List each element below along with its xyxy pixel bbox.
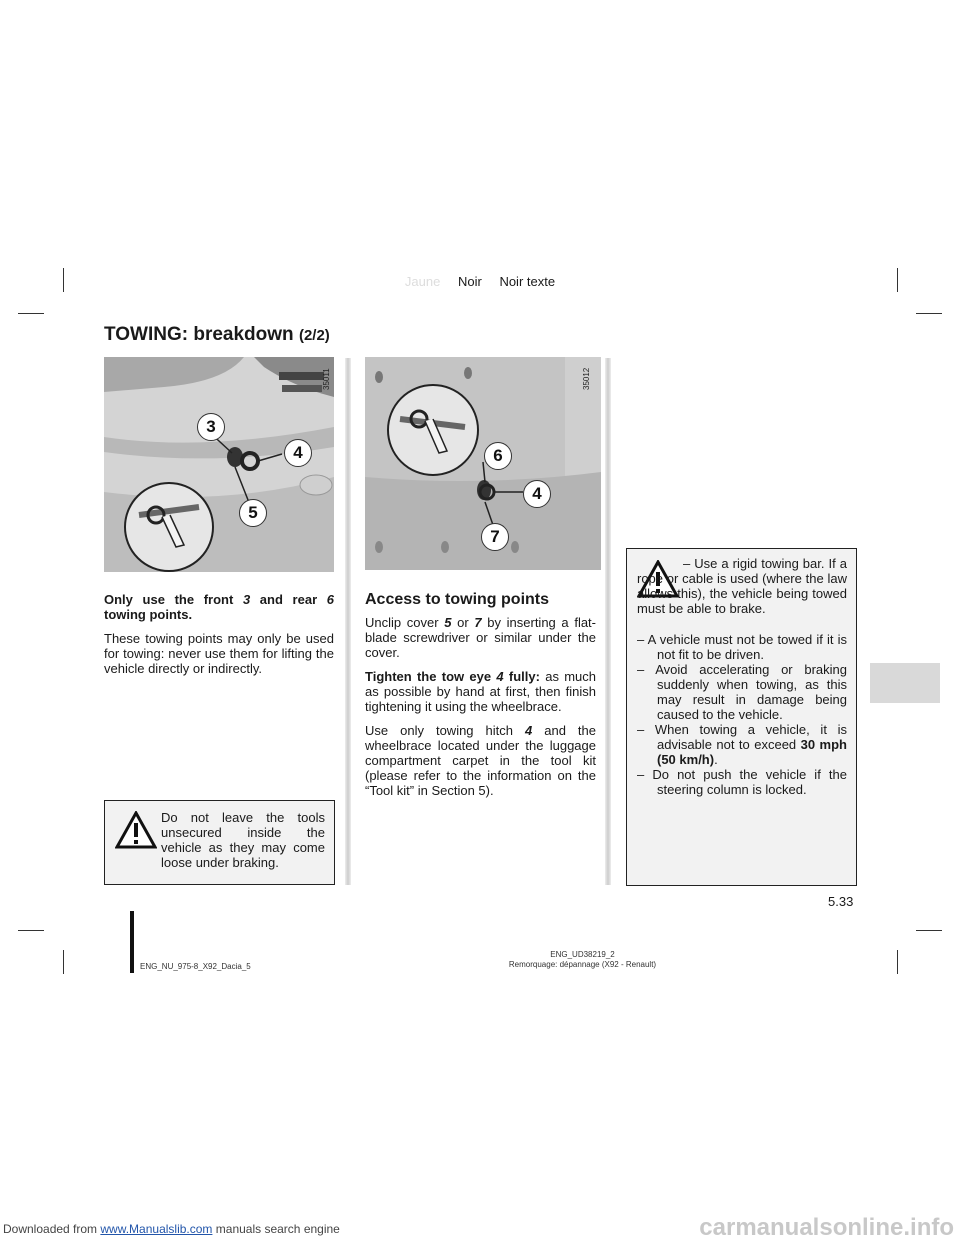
banner-suffix: manuals search engine bbox=[212, 1222, 340, 1236]
ref-4: 4 bbox=[496, 669, 504, 684]
text: . bbox=[714, 752, 718, 767]
text: or bbox=[451, 615, 475, 630]
crop-mark bbox=[916, 930, 942, 931]
footer-right-desc: Remorquage: dépannage (X92 - Renault) bbox=[508, 960, 657, 969]
text-bold: fully: bbox=[503, 669, 540, 684]
color-label-noir-texte: Noir texte bbox=[499, 274, 556, 289]
text: – When towing a vehicle, it is advisable not to exceed bbox=[637, 722, 847, 752]
callout-4: 4 bbox=[284, 439, 312, 467]
warning-item: – A vehicle must not be towed if it is not fit to be driven. bbox=[637, 632, 847, 662]
unclip-paragraph bbox=[365, 615, 596, 660]
speed-limit: 30 mph (50 km/h) bbox=[657, 737, 847, 767]
text: as much as possible by hand at first, then finish tightening it using the wheelbrace. bbox=[365, 669, 597, 714]
warning-list bbox=[637, 632, 847, 797]
manualslib-link[interactable]: www.Manualslib.com bbox=[100, 1222, 213, 1236]
left-column-text bbox=[104, 592, 334, 685]
color-label-noir: Noir bbox=[457, 274, 482, 289]
tools-warning-box bbox=[104, 800, 335, 885]
tighten-paragraph bbox=[365, 669, 596, 714]
column-divider bbox=[605, 358, 611, 885]
ref-7: 7 bbox=[474, 615, 482, 630]
middle-column-text bbox=[365, 592, 596, 807]
title-part: (2/2) bbox=[298, 327, 330, 344]
text-bold: Tighten the tow eye bbox=[365, 669, 497, 684]
hitch-paragraph bbox=[365, 723, 596, 798]
download-banner bbox=[0, 1208, 960, 1242]
column-divider bbox=[345, 358, 351, 885]
title-main: TOWING: breakdown bbox=[104, 324, 294, 345]
intro-text: and rear bbox=[250, 592, 327, 607]
image-code: 35011 bbox=[322, 368, 331, 390]
text: Use only towing hitch bbox=[365, 723, 525, 738]
color-bar-labels bbox=[0, 274, 960, 289]
crop-mark bbox=[916, 313, 942, 314]
watermark: carmanualsonline.info bbox=[699, 1214, 954, 1241]
callout-6: 6 bbox=[484, 442, 512, 470]
page-number: 5.33 bbox=[828, 894, 854, 909]
towing-warning-box bbox=[626, 548, 857, 886]
warning-item-speed bbox=[637, 722, 847, 767]
section-tab bbox=[870, 663, 940, 703]
ref-6: 6 bbox=[326, 592, 334, 607]
section-heading: Access to towing points bbox=[365, 591, 550, 608]
tools-warning-text: Do not leave the tools unsecured inside the vehicle as they may come loose under braking. bbox=[161, 810, 325, 870]
warning-first-item: – Use a rigid towing bar. If a rope or cable is used (where the law allows this), the vehicle being towed must be able to brake. bbox=[637, 556, 847, 616]
callout-4: 4 bbox=[523, 480, 551, 508]
footer-left-code: ENG_NU_975-8_X92_Dacia_5 bbox=[140, 962, 251, 971]
intro-text: towing points. bbox=[104, 607, 193, 622]
callout-3: 3 bbox=[197, 413, 225, 441]
color-label-jaune: Jaune bbox=[404, 274, 441, 289]
callout-5: 5 bbox=[239, 499, 267, 527]
image-code: 35012 bbox=[582, 367, 591, 390]
ref-4: 4 bbox=[525, 723, 533, 738]
banner-text bbox=[3, 1222, 340, 1236]
warning-item: – Do not push the vehicle if the steering column is locked. bbox=[637, 767, 847, 797]
callout-7: 7 bbox=[481, 523, 509, 551]
intro-text: Only use the front bbox=[104, 592, 243, 607]
text: and the wheelbrace located under the luggage compartment carpet in the tool kit (please refer to the information on the “Tool kit” in Section 5). bbox=[365, 723, 596, 798]
page-title bbox=[104, 324, 330, 346]
text: Unclip cover bbox=[365, 615, 445, 630]
ref-5: 5 bbox=[444, 615, 452, 630]
ref-3: 3 bbox=[242, 592, 251, 607]
footer-right-code: ENG_UD38219_2 bbox=[550, 950, 615, 959]
warning-item: – Avoid accelerating or braking suddenly when towing, as this may result in damage being caused to the vehicle. bbox=[637, 662, 847, 722]
towing-points-paragraph: These towing points may only be used for towing: never use them for lifting the vehicle directly or indirectly. bbox=[104, 631, 334, 676]
crop-mark bbox=[18, 313, 44, 314]
crop-mark bbox=[18, 930, 44, 931]
towing-points-intro bbox=[104, 592, 334, 622]
warning-triangle-icon bbox=[115, 811, 157, 849]
text: by inserting a flat-blade screwdriver or similar under the cover. bbox=[365, 615, 596, 660]
banner-prefix: Downloaded from bbox=[3, 1222, 101, 1236]
